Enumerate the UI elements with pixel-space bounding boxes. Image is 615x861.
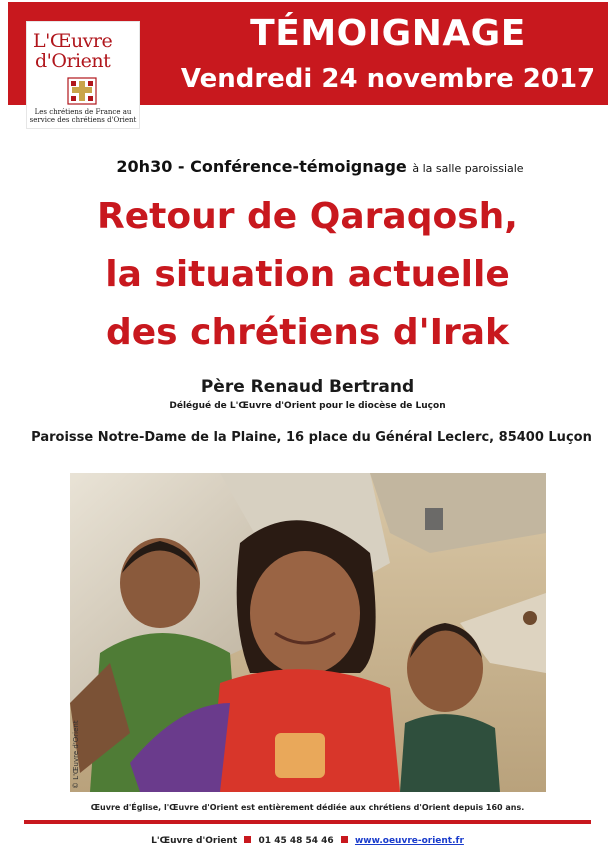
headline-line-1: Retour de Qaraqosh,	[97, 196, 518, 237]
banner-date: Vendredi 24 novembre 2017	[180, 64, 596, 94]
logo	[27, 22, 139, 128]
event-headline	[20, 188, 595, 362]
speaker-role: Délégué de L'Œuvre d'Orient pour le diocèse de Luçon	[169, 401, 446, 411]
logo-line-2: d'Orient	[35, 50, 111, 72]
event-address: Paroisse Notre-Dame de la Plaine, 16 place du Général Leclerc, 85400 Luçon	[31, 430, 592, 445]
logo-line-1: L'Œuvre	[33, 30, 113, 52]
red-square-icon	[341, 836, 348, 843]
footer-org: L'Œuvre d'Orient	[151, 836, 238, 846]
red-square-icon	[244, 836, 251, 843]
photo-credit-text: © L'Œuvre d'Orient	[72, 720, 80, 789]
event-venue-note: à la salle paroissiale	[412, 162, 524, 175]
headline-line-3: des chrétiens d'Irak	[105, 312, 509, 353]
event-time-line	[60, 156, 580, 180]
logo-wordmark	[33, 31, 133, 71]
event-time-heading: 20h30 - Conférence-témoignage	[116, 157, 407, 176]
cross-emblem-icon	[67, 77, 97, 105]
logo-tagline: Les chrétiens de France au service des chrétiens d'Orient	[29, 108, 137, 124]
footer-contact	[50, 834, 565, 848]
children-photo	[70, 473, 546, 792]
banner-title: TÉMOIGNAGE	[250, 13, 526, 54]
footer-divider	[24, 820, 591, 824]
photo-credit	[71, 697, 83, 789]
footer-website-link[interactable]: www.oeuvre-orient.fr	[354, 836, 464, 846]
headline-line-2: la situation actuelle	[105, 254, 510, 295]
footer-tagline: Œuvre d'Église, l'Œuvre d'Orient est entièrement dédiée aux chrétiens d'Orient depuis 160 ans.	[90, 803, 525, 812]
speaker-name: Père Renaud Bertrand	[200, 377, 415, 397]
footer-phone[interactable]: 01 45 48 54 46	[258, 836, 334, 846]
